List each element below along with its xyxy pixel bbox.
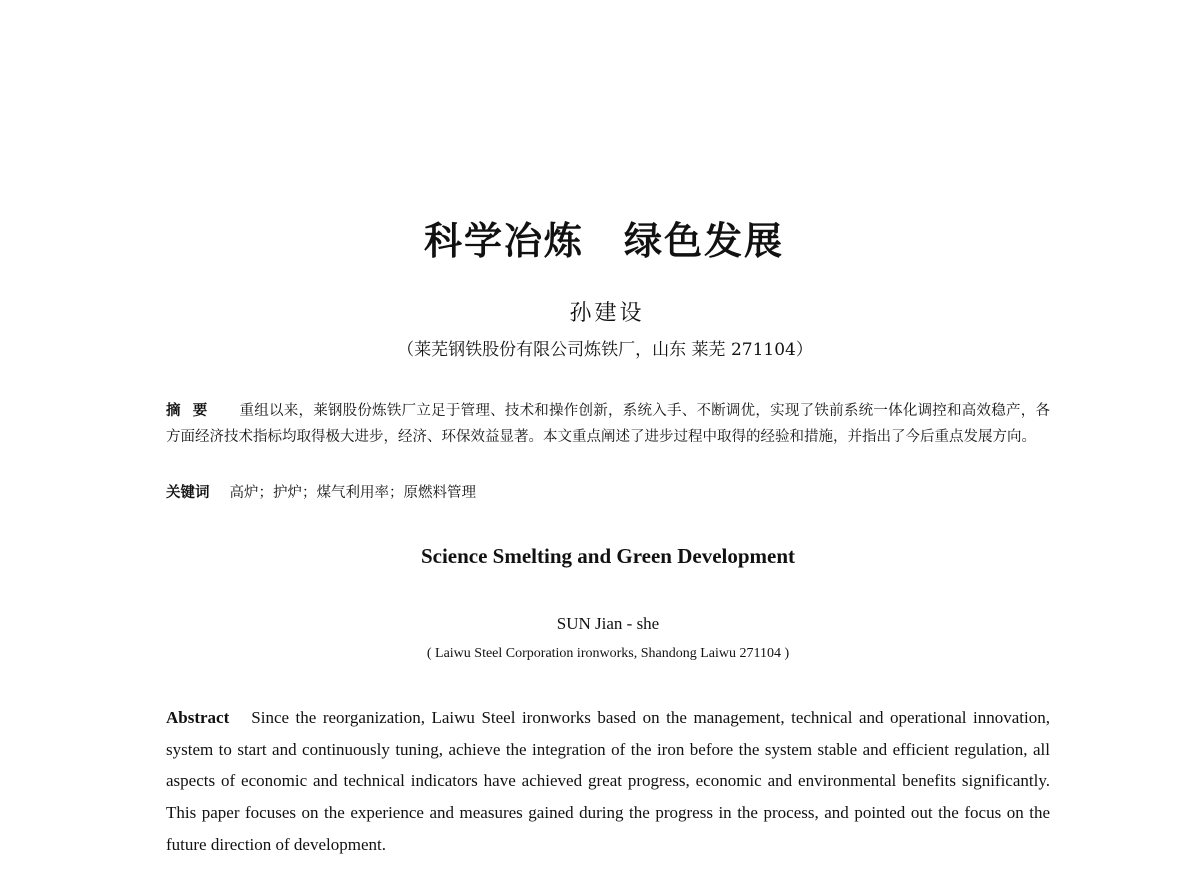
title-chinese: 科学冶炼 绿色发展 (423, 219, 784, 263)
keywords-chinese (166, 481, 1050, 502)
author-english: SUN Jian - she (556, 614, 660, 633)
title-english: Science Smelting and Green Development (420, 544, 796, 568)
author-chinese: 孙建设 (569, 301, 645, 326)
abstract-english-label: Abstract (166, 708, 230, 727)
abstract-english-text: Since the reorganization, Laiwu Steel ironworks based on the management, technical and operational innovation, system to start and continuously tuning, achieve the integration of the iron before the system stable and efficient regulation, all aspects of economic and technical indicators have achieved great progress, economic and environmental benefits significantly. This paper focuses on the experience and measures gained during the progress in the process, and pointed out the focus on the future direction of development. (166, 708, 1050, 854)
abstract-chinese (166, 398, 1050, 450)
keywords-chinese-text: 高炉；护炉；煤气利用率；原燃料管理 (229, 485, 476, 501)
abstract-english (166, 702, 1050, 861)
keywords-chinese-label: 关键词 (166, 485, 210, 501)
affiliation-english: ( Laiwu Steel Corporation ironworks, Shandong Laiwu 271104 ) (426, 646, 790, 661)
abstract-chinese-text: 重组以来，莱钢股份炼铁厂立足于管理、技术和操作创新，系统入手、不断调优，实现了铁前系统一体化调控和高效稳产，各方面经济技术指标均取得极大进步，经济、环保效益显著。本文重点阐述了进步过程中取得的经验和措施，并指出了今后重点发展方向。 (166, 403, 1050, 445)
affiliation-chinese: （莱芜钢铁股份有限公司炼铁厂，山东 莱芜 271104） (397, 340, 813, 360)
abstract-chinese-label: 摘要 (166, 403, 220, 419)
